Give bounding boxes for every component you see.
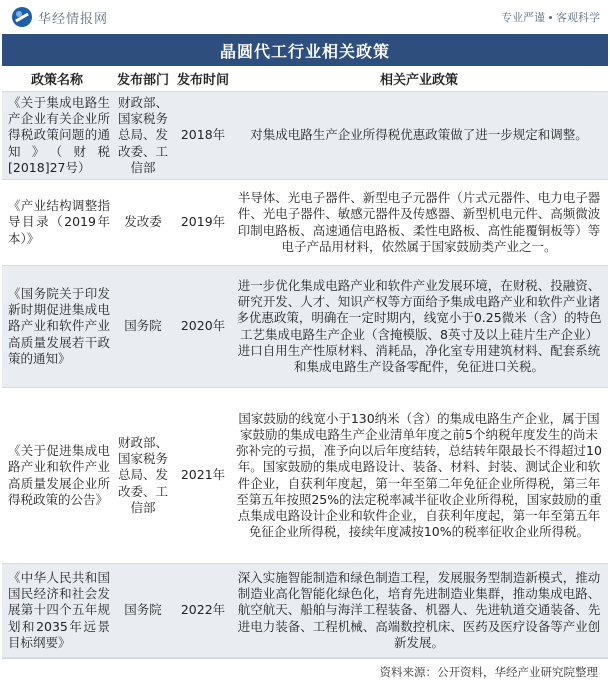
table-row xyxy=(2,564,608,658)
policy-dept: 财政部、国家税务总局、发改委、工信部 xyxy=(117,434,168,515)
policy-date: 2020年 xyxy=(180,318,226,334)
policy-content: 深入实施智能制造和绿色制造工程，发展服务型制造新模式，推动制造业高化智能化绿色化，培育先进制造业集群，推动集成电路、航空航天、船舶与海洋工程装备、机器人、先进轨道交通装备、先进电力装备、工程机械、高端数控机床、医药及医疗设备等产业创新发展。 xyxy=(237,569,601,650)
policy-date: 2018年 xyxy=(180,127,226,143)
policy-dept: 发改委 xyxy=(124,214,162,230)
table-row xyxy=(2,388,608,564)
column-header-name: 政策名称 xyxy=(30,73,83,88)
policy-date: 2022年 xyxy=(180,602,226,618)
policy-dept: 财政部、国家税务总局、发改委、工信部 xyxy=(117,94,168,175)
table-header xyxy=(2,66,608,92)
policy-name: 《中华人民共和国国民经济和社会发展第十四个五年规划和2035年远景目标纲要》 xyxy=(8,569,110,650)
policy-name: 《关于集成电路生产企业有关企业所得税政策问题的通知》（财税[2018]27号） xyxy=(8,94,110,175)
bullet-dot-icon xyxy=(549,16,552,19)
policy-content: 进一步优化集成电路产业和软件产业发展环境，在财税、投融资、研究开发、人才、知识产权等方面给予集成电路产业和软件产业诸多优惠政策，明确在一定时期内，线宽小于0.25微米（含）的特色工艺集成电路生产企业（含掩模版、8英寸及以上硅片生产企业）进口自用生产性原材料、消耗品，净化室专用建筑材料、配套系统和集成电路生产设备零配件，免征进口关税。 xyxy=(236,277,602,374)
brand xyxy=(12,7,108,27)
table-title: 晶圆代工行业相关政策 xyxy=(2,34,608,66)
brand-logo-icon xyxy=(12,7,32,27)
column-header-policy: 相关产业政策 xyxy=(379,73,458,88)
slogan xyxy=(501,9,600,25)
policy-name: 《关于促进集成电路产业和软件产业高质量发展企业所得税政策的公告》 xyxy=(8,443,110,507)
policy-name: 《国务院关于印发新时期促进集成电路产业和软件产业高质量发展若干政策的通知》 xyxy=(8,285,110,366)
policy-name: 《产业结构调整指导目录（2019年本）》 xyxy=(8,198,110,246)
table-row xyxy=(2,180,608,266)
column-header-date: 发布时间 xyxy=(176,73,229,88)
top-bar xyxy=(0,0,610,34)
table-row xyxy=(2,92,608,180)
policy-date: 2019年 xyxy=(180,214,226,230)
policy-content: 对集成电路生产企业所得税优惠政策做了进一步规定和调整。 xyxy=(250,127,588,143)
slogan-right: 客观科学 xyxy=(556,11,600,24)
policy-content: 国家鼓励的线宽小于130纳米（含）的集成电路生产企业，属于国家鼓励的集成电路生产企业清单年度之前5个纳税年度发生的尚未弥补完的亏损，准予向以后年度结转，总结转年限最长不得超过10年。国家鼓励的集成电路设计、装备、材料、封装、测试企业和软件企业，自获利年度起，第一年至第二年免征企业所得税，第三年至第五年按照25%的法定税率减半征收企业所得税，国家鼓励的重点集成电路设计企业和软件企业，自获利年度起，第一年至第五年免征企业所得税，接续年度减按10%的税率征收企业所得税。 xyxy=(236,410,602,540)
policy-dept: 国务院 xyxy=(124,318,162,334)
source-note: 资料来源：公开资料，华经产业研究院整理 xyxy=(2,658,608,685)
policy-content: 半导体、光电子器件、新型电子元器件（片式元器件、电力电子器件、光电子器件、敏感元器件及传感器、新型机电元件、高频微波印制电路板、高速通信电路板、柔性电路板、高性能覆铜板等）等电子产品用材料，依然属于国家鼓励类产业之一。 xyxy=(237,190,601,254)
slogan-left: 专业严谨 xyxy=(501,11,545,24)
policy-dept: 国务院 xyxy=(124,602,162,618)
brand-name: 华经情报网 xyxy=(38,11,109,27)
column-header-dept: 发布部门 xyxy=(116,73,169,88)
table-row xyxy=(2,266,608,388)
policy-date: 2021年 xyxy=(180,467,226,483)
